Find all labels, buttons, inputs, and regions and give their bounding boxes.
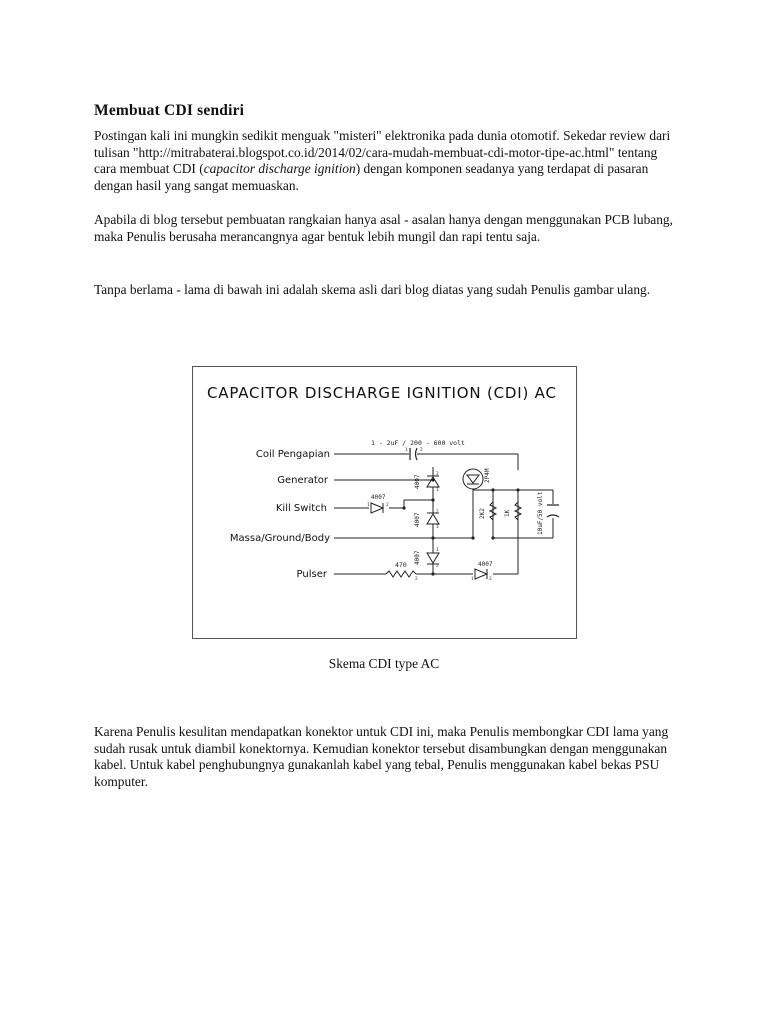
label-kill-switch: Kill Switch [275, 503, 327, 514]
paragraph-connector: Karena Penulis kesulitan mendapatkan konektor untuk CDI ini, maka Penulis membongkar CDI lama yang sudah rusak untuk diambil konektornya. Kemudian konektor tersebut disambungkan dengan menggunakan kabel. Untuk kabel penghubungnya gunakanlah kabel yang tebal, Penulis menggunakan kabel bekas PSU komputer. [94, 724, 669, 789]
label-generator: Generator [277, 475, 328, 486]
label-pulser: Pulser [296, 569, 327, 580]
svg-text:2: 2 [415, 577, 418, 582]
schematic-title: CAPACITOR DISCHARGE IGNITION (CDI) AC [207, 384, 557, 402]
diode1-label: 4007 [414, 474, 421, 489]
figure-caption: Skema CDI type AC [328, 656, 440, 671]
resistor-470 [386, 571, 416, 577]
r2-label: 1K [504, 509, 511, 517]
diode3-label: 4007 [414, 550, 421, 565]
label-coil: Coil Pengapian [255, 449, 330, 460]
capacitor-10uf [547, 505, 559, 517]
page-title: Membuat CDI sendiri [94, 102, 245, 119]
svg-text:2: 2 [420, 448, 423, 453]
paragraph-pcb: Apabila di blog tersebut pembuatan rangkaian hanya asal - asalan hanya dengan menggunakan PCB lubang, maka Penulis berusaha merancangnya agar bentuk lebih mungil dan rapi tentu saja. [94, 212, 673, 244]
paragraph-intro [94, 128, 679, 194]
diode-pulser-label: 4007 [478, 561, 493, 568]
schematic-diagram [193, 367, 578, 640]
c2-label: 10uF/50 volt [537, 491, 544, 535]
label-massa: Massa/Ground/Body [229, 533, 330, 544]
cap-top-label: 1 - 2uF / 200 - 600 volt [371, 439, 465, 447]
diode-kill-label: 4007 [371, 494, 386, 501]
svg-text:2: 2 [436, 564, 439, 569]
svg-text:1: 1 [367, 503, 370, 508]
svg-text:2: 2 [436, 510, 439, 515]
scr-thyristor [463, 469, 483, 489]
diode-kill-switch [371, 503, 383, 513]
svg-text:1: 1 [436, 488, 439, 493]
svg-text:2: 2 [489, 577, 492, 582]
svg-text:1: 1 [471, 577, 474, 582]
svg-text:2: 2 [436, 472, 439, 477]
intro-text-italic: capacitor discharge ignition [203, 161, 356, 176]
diode2-label: 4007 [414, 512, 421, 527]
scr-label: 2P4M [484, 468, 491, 483]
schematic-figure [192, 366, 577, 639]
diode-pulser [475, 569, 487, 579]
paragraph-schematic-intro: Tanpa berlama - lama di bawah ini adalah skema asli dari blog diatas yang sudah Penulis gambar ulang. [94, 282, 651, 297]
svg-text:1: 1 [405, 448, 408, 453]
capacitor-top [410, 448, 417, 460]
r-pulser-label: 470 [395, 561, 407, 569]
svg-text:1: 1 [436, 525, 439, 530]
svg-text:1: 1 [436, 548, 439, 553]
svg-text:2: 2 [386, 503, 389, 508]
intro-text-b: ) dengan komponen seadanya yang terdapat di pasaran dengan hasil yang sangat memuaskan. [94, 161, 649, 193]
intro-text-a: Postingan kali ini mungkin sedikit menguak "misteri" elektronika pada dunia otomotif. Sekedar review dari tulisan "http://mitrabaterai.blogspot.co.id/2014/02/cara-mudah-membuat-cdi-motor-tipe-ac.html" tentang cara membuat CDI ( [94, 128, 671, 176]
r1-label: 2K2 [479, 508, 486, 519]
